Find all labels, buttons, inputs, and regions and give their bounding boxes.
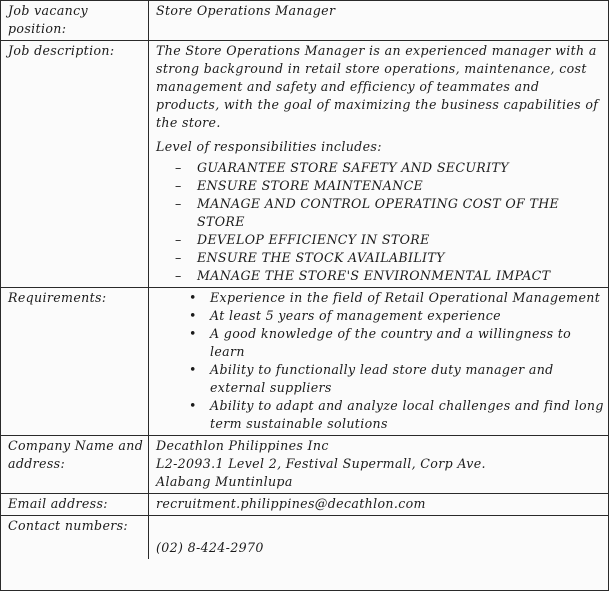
responsibility-item: – ENSURE STORE MAINTENANCE (156, 177, 604, 195)
description-cell (149, 41, 609, 288)
requirement-item: • Ability to adapt and analyze local challenges and find long term sustainable solutions (156, 397, 604, 433)
email-row (1, 494, 608, 516)
description-text: The Store Operations Manager is an experienced manager with a strong background in retail store operations, maintenance, cost management and safety and efficiency of teammates and products, with the goal of maximizing the business capabilities of the store. (156, 43, 599, 130)
responsibilities-intro: Level of responsibilities includes: (156, 139, 382, 154)
responsibilities-list (156, 159, 604, 285)
requirement-item: • At least 5 years of management experience (156, 307, 604, 325)
position-row (1, 1, 608, 41)
responsibility-item: – DEVELOP EFFICIENCY IN STORE (156, 231, 604, 249)
description-row (1, 41, 608, 288)
job-details-table (1, 1, 608, 559)
requirements-cell (149, 288, 609, 436)
company-cell (149, 436, 609, 494)
description-label: Job description: (1, 41, 149, 288)
email-label: Email address: (1, 494, 149, 516)
position-label: Job vacancy position: (1, 1, 149, 41)
position-value: Store Operations Manager (149, 1, 609, 41)
company-name: Decathlon Philippines Inc (156, 438, 329, 453)
requirement-item: • Ability to functionally lead store duty manager and external suppliers (156, 361, 604, 397)
requirements-list (156, 289, 604, 433)
contact-row (1, 516, 608, 560)
contact-value: (02) 8-424-2970 (149, 516, 609, 560)
email-value: recruitment.philippines@decathlon.com (149, 494, 609, 516)
requirements-label: Requirements: (1, 288, 149, 436)
company-address-line1: L2-2093.1 Level 2, Festival Supermall, Corp Ave. (156, 456, 486, 471)
contact-label: Contact numbers: (1, 516, 149, 560)
requirement-item: • Experience in the field of Retail Operational Management (156, 289, 604, 307)
responsibility-item: – MANAGE THE STORE'S ENVIRONMENTAL IMPACT (156, 267, 604, 285)
requirements-row (1, 288, 608, 436)
responsibility-item: – GUARANTEE STORE SAFETY AND SECURITY (156, 159, 604, 177)
company-row (1, 436, 608, 494)
responsibility-item: – MANAGE AND CONTROL OPERATING COST OF THE STORE (156, 195, 604, 231)
company-label: Company Name and address: (1, 436, 149, 494)
responsibility-item: – ENSURE THE STOCK AVAILABILITY (156, 249, 604, 267)
requirement-item: • A good knowledge of the country and a willingness to learn (156, 325, 604, 361)
company-address-line2: Alabang Muntinlupa (156, 474, 293, 489)
